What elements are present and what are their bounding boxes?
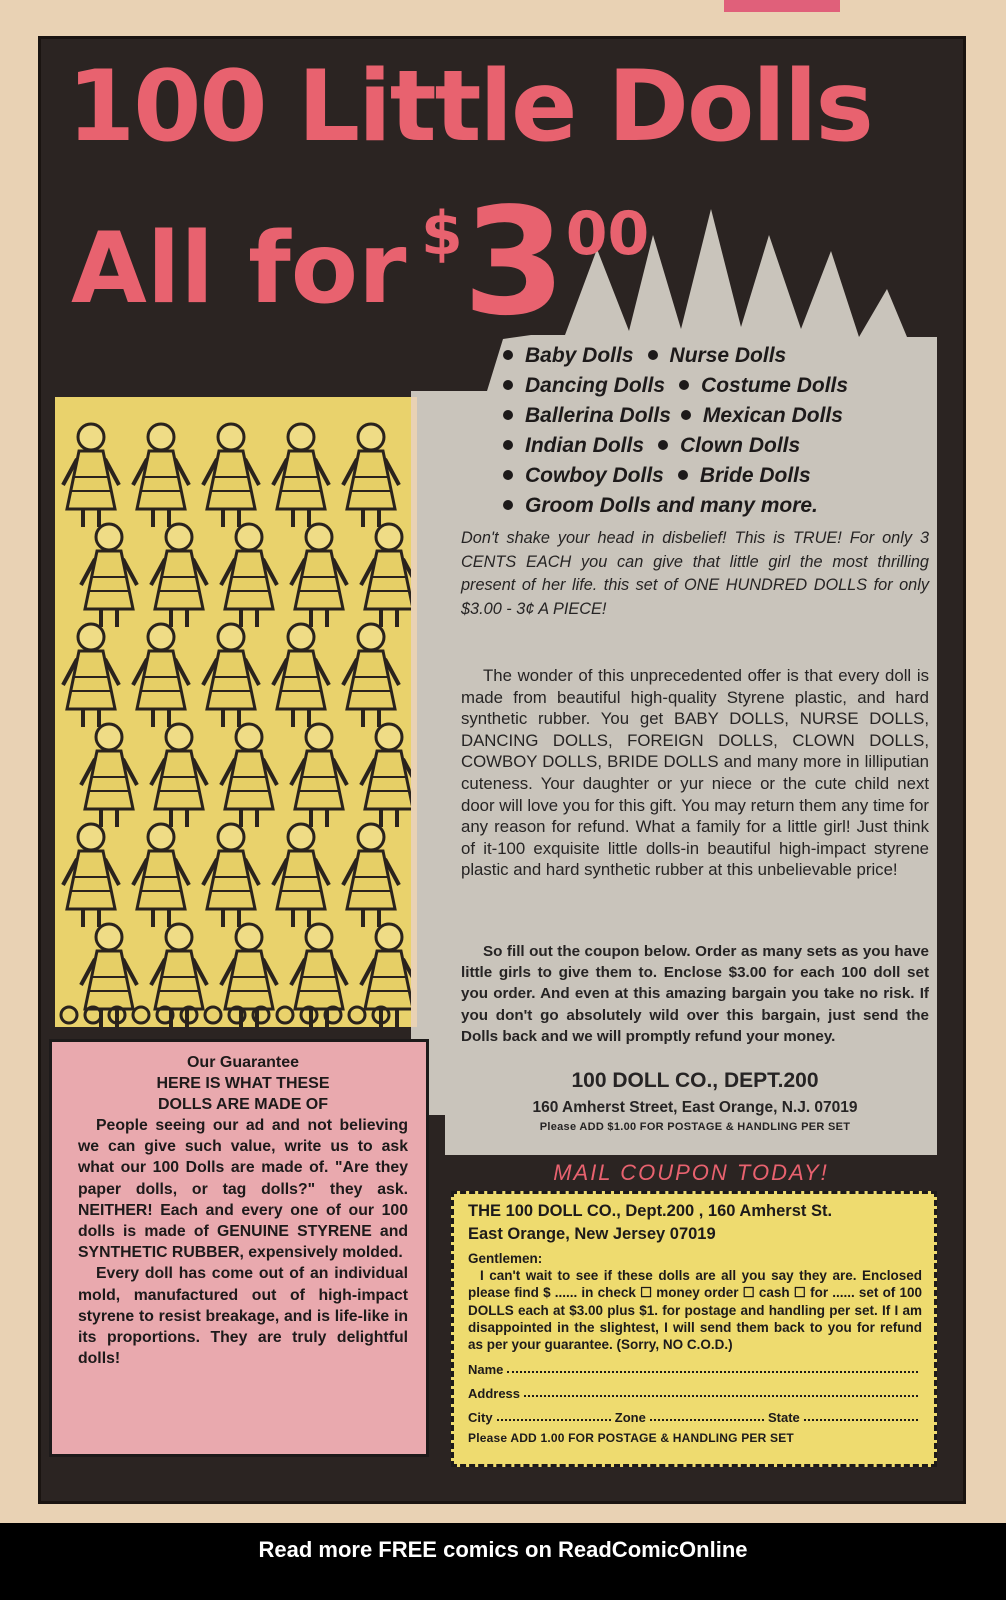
doll-type: Ballerina Dolls	[525, 404, 671, 427]
body-paragraph-2: So fill out the coupon below. Order as many sets as you have little girls to give them to. Enclose $3.00 for each 100 doll set you order. And even at this amazing bargain you take no risk. If you don't go absolutely wild over this bargain, just send the Dolls back and we will promptly refund your money.	[461, 943, 929, 1045]
doll-figure	[361, 924, 411, 1027]
coupon-address-line1: THE 100 DOLL CO., Dept.200 , 160 Amherst St.	[468, 1202, 833, 1220]
doll-list-row	[499, 461, 939, 491]
doll-figure	[203, 424, 259, 527]
coupon-banner	[445, 1155, 937, 1191]
guarantee-box	[49, 1039, 429, 1457]
bullet-icon	[658, 440, 668, 450]
address-label: Address	[468, 1386, 521, 1402]
name-label: Name	[468, 1362, 504, 1378]
guarantee-subtitle: DOLLS ARE MADE OF	[157, 1096, 329, 1113]
postage-note: Please ADD $1.00 FOR POSTAGE & HANDLING PER SET	[539, 1121, 851, 1133]
site-footer-link[interactable]: Read more FREE comics on ReadComicOnline	[258, 1537, 748, 1562]
doll-type: Indian Dolls	[525, 434, 645, 457]
advertisement	[38, 36, 966, 1504]
zone-line[interactable]	[650, 1419, 764, 1421]
doll-figure	[63, 624, 119, 727]
coupon-postage-note: Please ADD 1.00 FOR POSTAGE & HANDLING PER SET	[468, 1431, 794, 1446]
doll-figure	[361, 524, 411, 627]
doll-type: Nurse Dolls	[669, 344, 787, 367]
scallop-decoration	[277, 1007, 293, 1023]
doll-list-row	[499, 371, 939, 401]
price-main: 3	[462, 176, 566, 348]
name-line[interactable]	[507, 1371, 918, 1373]
headline-line2: All for	[71, 212, 407, 326]
doll-type: Groom Dolls and many more.	[525, 494, 818, 517]
doll-type: Bride Dolls	[699, 464, 811, 487]
bullet-icon	[681, 410, 691, 420]
doll-list-row	[499, 341, 939, 371]
guarantee-paragraph: People seeing our ad and not believing we can give such value, write us to ask what our 100 Dolls are made of. "Are they paper dolls, or tag dolls?" they ask. NEITHER! Each and every one of our 100 dolls is made of GENUINE STYRENE and SYNTHETIC RUBBER, expensively molded.	[78, 1117, 408, 1262]
doll-type: Costume Dolls	[701, 374, 849, 397]
scallop-decoration	[133, 1007, 149, 1023]
bullet-icon	[679, 380, 689, 390]
dolls-illustration	[55, 397, 417, 1027]
coupon-salutation: Gentlemen:	[468, 1251, 543, 1266]
doll-figure	[273, 424, 329, 527]
doll-types-list	[499, 341, 939, 521]
doll-list-row	[499, 491, 939, 521]
doll-figure	[81, 524, 137, 627]
doll-type: Clown Dolls	[680, 434, 801, 457]
doll-type: Mexican Dolls	[702, 404, 843, 427]
doll-figure	[151, 724, 207, 827]
doll-figure	[221, 524, 277, 627]
doll-figure	[63, 824, 119, 927]
doll-figure	[133, 624, 189, 727]
headline-line1: 100 Little Dolls	[67, 50, 872, 164]
guarantee-title: Our Guarantee	[186, 1054, 300, 1071]
bullet-icon	[503, 410, 513, 420]
doll-figure	[203, 824, 259, 927]
doll-list-row	[499, 401, 939, 431]
corner-pink-tab	[724, 0, 840, 12]
bullet-icon	[503, 470, 513, 480]
doll-type: Cowboy Dolls	[525, 464, 664, 487]
site-footer[interactable]	[0, 1523, 1006, 1600]
scallop-decoration	[349, 1007, 365, 1023]
intro-paragraph: Don't shake your head in disbelief! This is TRUE! For only 3 CENTS EACH you can give that little girl the most thrilling present of her life. this set of ONE HUNDRED DOLLS for only $3.00 - 3¢ A PIECE!	[461, 529, 929, 618]
doll-figure	[361, 724, 411, 827]
company-address: 160 Amherst Street, East Orange, N.J. 07019	[532, 1099, 858, 1116]
doll-drawing	[55, 397, 411, 1027]
bullet-icon	[648, 350, 658, 360]
order-coupon[interactable]	[451, 1191, 937, 1467]
doll-figure	[343, 424, 399, 527]
doll-figure	[273, 624, 329, 727]
doll-figure	[291, 524, 347, 627]
doll-figure	[343, 824, 399, 927]
doll-list-row	[499, 431, 939, 461]
company-name: 100 DOLL CO., DEPT.200	[571, 1069, 819, 1092]
doll-figure	[221, 724, 277, 827]
state-label: State	[768, 1410, 800, 1426]
scallop-decoration	[205, 1007, 221, 1023]
doll-figure	[343, 624, 399, 727]
coupon-banner-text: MAIL COUPON TODAY!	[553, 1160, 829, 1185]
guarantee-subtitle: HERE IS WHAT THESE	[156, 1075, 330, 1092]
doll-figure	[291, 724, 347, 827]
bullet-icon	[503, 380, 513, 390]
doll-type: Dancing Dolls	[525, 374, 666, 397]
price	[421, 176, 650, 348]
zone-label: Zone	[614, 1410, 646, 1426]
body-paragraph-1: The wonder of this unprecedented offer is that every doll is made from beautiful high-quality Styrene plastic, and hard synthetic rubber. You get BABY DOLLS, NURSE DOLLS, DANCING DOLLS, FOREIGN DOLLS, CLOWN DOLLS, COWBOY DOLLS, BRIDE DOLLS and many more in lilliputian cuteness. Your daughter or yur niece or the cute child next door will love you for this gift. You may return them any time for any reason for refund. What a family for a little girl! Just think of it-100 exquisite little dolls-in beautiful high-impact styrene plastic and hard synthetic rubber at this unbelievable price!	[461, 666, 929, 880]
doll-figure	[133, 424, 189, 527]
city-label: City	[468, 1410, 493, 1426]
doll-figure	[133, 824, 189, 927]
doll-figure	[203, 624, 259, 727]
bullet-icon	[503, 500, 513, 510]
bullet-icon	[503, 350, 513, 360]
doll-figure	[151, 524, 207, 627]
scallop-decoration	[61, 1007, 77, 1023]
address-line[interactable]	[524, 1395, 918, 1397]
price-cents: 00	[565, 199, 650, 269]
doll-figure	[81, 724, 137, 827]
coupon-body: I can't wait to see if these dolls are all you say they are. Enclosed please find $ ...... in check ☐ money order ☐ cash ☐ for ...... set of 100 DOLLS each at $3.00 plus $1. for postage and handling per set. If I am disappointed in the slightest, I will send them back to you for refund as per your guarantee. (Sorry, NO C.O.D.)	[468, 1268, 922, 1353]
bullet-icon	[503, 440, 513, 450]
state-line[interactable]	[804, 1419, 918, 1421]
price-dollar-sign: $	[421, 199, 463, 269]
city-zone-state-field[interactable]	[468, 1401, 922, 1425]
city-line[interactable]	[497, 1419, 611, 1421]
doll-figure	[273, 824, 329, 927]
name-field[interactable]	[468, 1353, 922, 1377]
doll-type: Baby Dolls	[525, 344, 634, 367]
guarantee-paragraph: Every doll has come out of an individual mold, manufactured out of high-impact styrene to resist breakage, and is life-like in its proportions. They are truly delightful dolls!	[78, 1265, 408, 1368]
coupon-address-line2: East Orange, New Jersey 07019	[468, 1225, 716, 1243]
address-field[interactable]	[468, 1377, 922, 1401]
bullet-icon	[678, 470, 688, 480]
doll-figure	[63, 424, 119, 527]
